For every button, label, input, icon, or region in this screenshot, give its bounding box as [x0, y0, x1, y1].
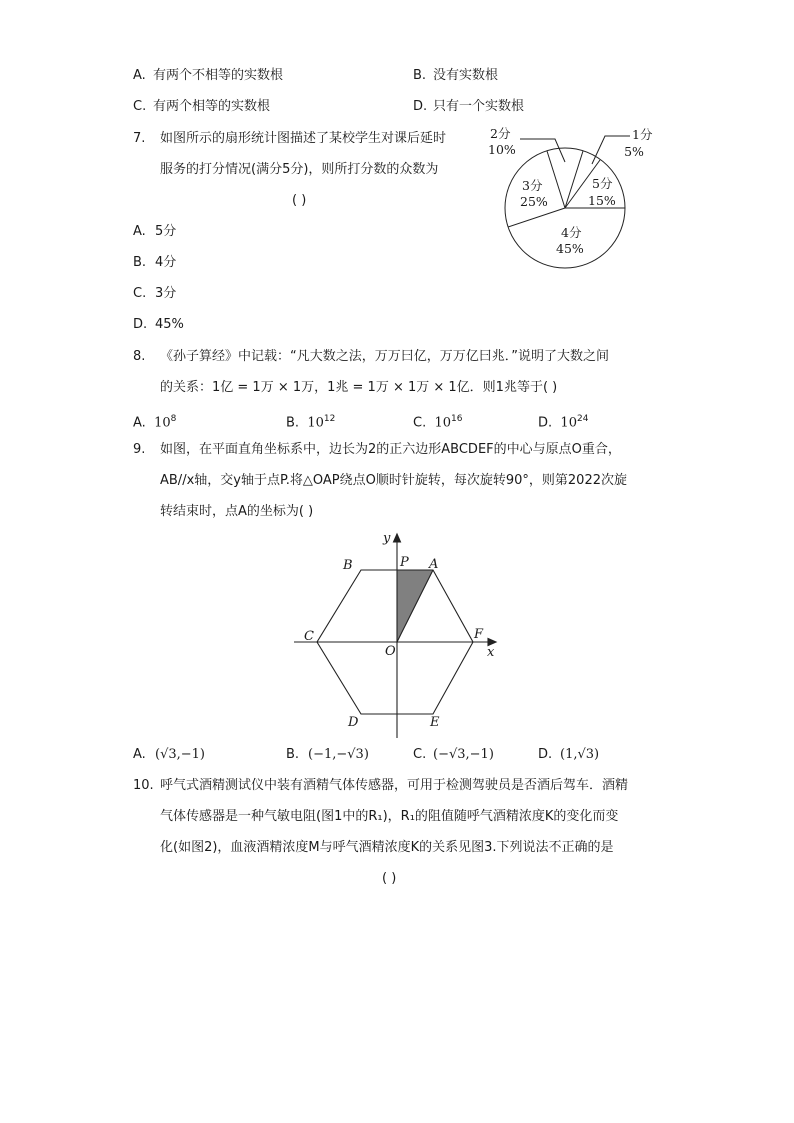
q10-stem-line3: 化(如图2)，血液酒精浓度M与呼气酒精浓度K的关系见图3.下列说法不正确的是: [160, 840, 614, 855]
q9-number: 9.: [133, 442, 146, 457]
q7-option-a-text: 5分: [155, 224, 177, 239]
q8-number: 8.: [133, 349, 146, 364]
q8-option-a-exp: 8: [170, 414, 177, 424]
q8-option-c-exp: 16: [451, 414, 463, 424]
label-d: D: [348, 715, 359, 730]
pie-pct-2: 10%: [488, 142, 516, 157]
label-c: C: [304, 629, 314, 644]
q8-option-b-exp: 12: [323, 414, 336, 424]
q9-option-a-letter: A.: [133, 747, 146, 762]
q10-answer-paren: ( ): [382, 871, 397, 886]
q8-option-d-letter: D.: [538, 415, 553, 431]
q6-option-c-letter: C.: [133, 99, 147, 114]
q8-option-d-exp: 24: [576, 414, 589, 424]
pie-pct-3: 25%: [520, 194, 548, 209]
label-b: B: [343, 558, 353, 573]
q8-stem-line1: 《孙子算经》中记载：“凡大数之法，万万曰亿，万万亿曰兆．”说明了大数之间: [160, 349, 609, 364]
pie-label-1: 1分: [632, 127, 653, 142]
pie-leader-2: [520, 139, 565, 162]
q6-option-c-text: 有两个相等的实数根: [153, 99, 271, 114]
q9-option-d-text: (1,√3): [560, 747, 600, 762]
q6-option-b-letter: B.: [413, 68, 427, 83]
q7-option-d-letter: D.: [133, 317, 148, 332]
label-x: x: [487, 645, 495, 660]
label-p: P: [400, 555, 409, 570]
q7-option-c-text: 3分: [155, 286, 177, 301]
q8-option-c: [413, 410, 462, 432]
q9-hexagon-figure: [290, 528, 502, 742]
q6-option-d-letter: D.: [413, 99, 428, 114]
pie-label-2: 2分: [490, 126, 511, 141]
q8-option-b: [286, 410, 335, 432]
q9-stem-line1: 如图，在平面直角坐标系中，边长为2的正六边形ABCDEF的中心与原点O重合，: [160, 442, 621, 457]
q10-stem-line1: 呼气式酒精测试仪中装有酒精气体传感器，可用于检测驾驶员是否酒后驾车．酒精: [160, 778, 629, 793]
q7-answer-paren: ( ): [292, 193, 307, 208]
q9-stem-line3: 转结束时，点A的坐标为( ): [160, 504, 314, 519]
pie-label-3: 3分: [522, 178, 543, 193]
q8-option-d: [538, 410, 588, 432]
q6-option-d-text: 只有一个实数根: [433, 99, 525, 114]
q9-option-c-letter: C.: [413, 747, 427, 762]
q6-option-a-letter: A.: [133, 68, 146, 83]
q9-option-a-text: (√3,−1): [155, 747, 205, 762]
q8-option-c-letter: C.: [413, 415, 427, 431]
label-o: O: [385, 644, 396, 659]
q9-option-b-text: (−1,−√3): [308, 747, 369, 762]
q7-number: 7.: [133, 131, 146, 146]
q7-stem-line1: 如图所示的扇形统计图描述了某校学生对课后延时: [160, 131, 447, 146]
q7-pie-chart: [480, 120, 653, 275]
q7-option-b-text: 4分: [155, 255, 177, 270]
q8-stem-line2: 的关系：1亿 = 1万 × 1万，1兆 = 1万 × 1万 × 1亿．则1兆等于( ): [160, 380, 558, 395]
pie-pct-1: 5%: [624, 144, 644, 159]
q9-stem-line2: AB//x轴，交y轴于点P.将△OAP绕点O顺时针旋转，每次旋转90°，则第2022次旋: [160, 473, 627, 488]
pie-label-5: 5分: [592, 176, 613, 191]
q8-option-d-base: 10: [560, 415, 577, 431]
y-axis-arrow: [394, 534, 401, 542]
pie-pct-4: 45%: [556, 241, 584, 256]
pie-pct-5: 15%: [588, 193, 616, 208]
q10-number: 10.: [133, 778, 154, 793]
q7-option-d-text: 45%: [155, 317, 184, 332]
q10-stem-line2: 气体传感器是一种气敏电阻(图1中的R₁)，R₁的阻值随呼气酒精浓度K的变化而变: [160, 809, 619, 824]
q7-stem-line2: 服务的打分情况(满分5分)，则所打分数的众数为: [160, 162, 439, 177]
q8-option-a-base: 10: [154, 415, 171, 431]
pie-divider-4-3: [508, 208, 565, 227]
label-f: F: [474, 627, 484, 642]
q7-option-c-letter: C.: [133, 286, 147, 301]
q8-option-b-base: 10: [307, 415, 324, 431]
q7-option-b-letter: B.: [133, 255, 147, 270]
label-y: y: [383, 531, 391, 546]
label-e: E: [430, 715, 440, 730]
q8-option-c-base: 10: [434, 415, 452, 431]
q7-option-a-letter: A.: [133, 224, 146, 239]
pie-divider-3-2: [547, 151, 565, 208]
q8-option-a: [133, 410, 176, 432]
pie-divider-2-1: [565, 151, 583, 208]
q6-option-b-text: 没有实数根: [433, 68, 499, 83]
label-a: A: [429, 557, 439, 572]
q8-option-b-letter: B.: [286, 415, 300, 431]
q9-option-c-text: (−√3,−1): [433, 747, 494, 762]
q9-option-b-letter: B.: [286, 747, 300, 762]
pie-label-4: 4分: [561, 225, 582, 240]
q9-option-d-letter: D.: [538, 747, 553, 762]
q8-option-a-letter: A.: [133, 415, 146, 431]
q6-option-a-text: 有两个不相等的实数根: [153, 68, 284, 83]
